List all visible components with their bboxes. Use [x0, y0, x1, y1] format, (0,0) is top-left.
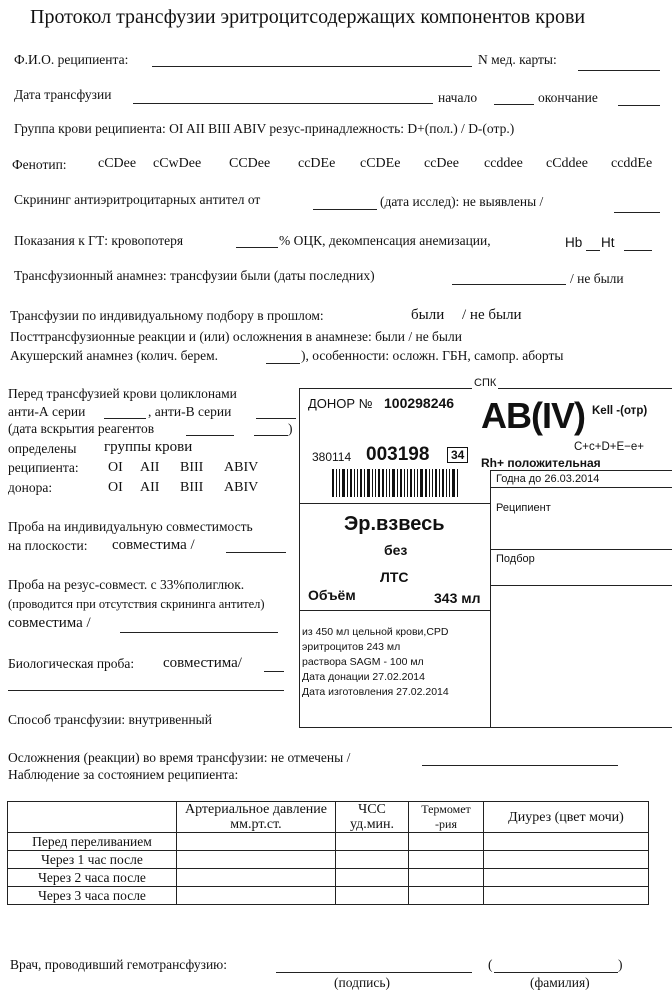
table-cell[interactable] — [484, 887, 649, 905]
obstetric-text: ), особенности: осложн. ГБН, самопр. аборты — [301, 348, 564, 363]
screening-label: Скрининг антиэритроцитарных антител от — [14, 192, 261, 207]
barcode-bar — [360, 469, 362, 497]
blood-group-big: AB(IV) — [481, 395, 585, 436]
before-line1: Перед трансфузией крови цоликлонами — [8, 386, 237, 401]
product-name: Эр.взвесь — [344, 513, 445, 535]
table-cell[interactable] — [409, 869, 484, 887]
phenotype-option[interactable]: cCwDee — [153, 156, 202, 171]
barcode-bar — [332, 469, 334, 497]
ht-field[interactable] — [624, 250, 652, 251]
barcode-bar — [350, 469, 352, 497]
label-info-line: раствора SAGM - 100 мл — [302, 656, 424, 668]
barcode-bar — [372, 469, 373, 497]
doctor-label: Врач, проводивший гемотрансфузию: — [10, 957, 228, 972]
table-cell[interactable] — [336, 833, 409, 851]
compat-plane-value: совместима / — [112, 537, 195, 553]
observation-table — [7, 801, 649, 905]
anti-a-label: анти-А серии — [8, 404, 86, 419]
donor-no-label: ДОНОР № — [308, 396, 373, 411]
barcode-bar — [449, 469, 450, 497]
table-header-temp: Термомет -рия — [409, 802, 484, 833]
blood-group-option[interactable]: ABIV — [224, 460, 259, 475]
obstetric-field[interactable] — [266, 363, 300, 364]
reagent-date-label: (дата вскрытия реагентов — [8, 421, 155, 436]
donor-label: донора: — [8, 480, 53, 495]
table-header-hr: ЧСС уд.мин. — [336, 802, 409, 833]
barcode-bar — [429, 469, 430, 497]
table-cell[interactable] — [177, 833, 336, 851]
start-label: начало — [438, 90, 478, 105]
barcode-bar — [378, 469, 380, 497]
label-divider-1 — [490, 470, 672, 471]
barcode-bar — [407, 469, 408, 497]
surname-field[interactable] — [494, 972, 618, 973]
phenotype-option[interactable]: ccddEe — [611, 156, 653, 171]
barcode-bar — [432, 469, 433, 497]
phenotype-option[interactable]: ccDEe — [298, 156, 336, 171]
table-header-diuresis: Диурез (цвет мочи) — [484, 802, 649, 833]
anti-b-field[interactable] — [256, 418, 296, 419]
table-cell[interactable] — [484, 833, 649, 851]
card-label: N мед. карты: — [478, 52, 557, 67]
product-without: без — [384, 542, 408, 558]
surname-close: ) — [618, 957, 623, 972]
blood-group-option[interactable]: ABIV — [224, 480, 259, 495]
signature-caption: (подпись) — [334, 975, 391, 990]
barcode-bar — [446, 469, 447, 497]
surname-caption: (фамилия) — [530, 975, 590, 990]
barcode-bar — [410, 469, 412, 497]
barcode-bar — [425, 469, 427, 497]
barcode-bar — [375, 469, 376, 497]
blood-loss-field[interactable] — [236, 247, 278, 248]
bio-field-1[interactable] — [264, 671, 284, 672]
barcode-bar — [354, 469, 355, 497]
barcode-bar — [397, 469, 398, 497]
blood-group-option[interactable]: OI — [108, 480, 123, 495]
bio-label: Биологическая проба: — [8, 656, 135, 671]
barcode-bar — [382, 469, 384, 497]
table-row-label: Через 1 час после — [8, 851, 177, 869]
obstetric-label: Акушерский анамнез (колич. берем. — [10, 348, 219, 363]
date-field[interactable] — [133, 103, 433, 104]
table-cell[interactable] — [177, 851, 336, 869]
ht-label: Ht — [601, 235, 615, 250]
table-row-label: Через 3 часа после — [8, 887, 177, 905]
table-row — [8, 833, 649, 851]
label-divider-v — [490, 470, 491, 727]
hb-label: Hb — [565, 235, 583, 250]
reactions-line: Посттрансфузионные реакции и (или) осложнения в анамнезе: были / не были — [10, 329, 462, 344]
reagent-date-field-1[interactable] — [186, 435, 234, 436]
phenotype-option[interactable]: cCDee — [98, 156, 137, 171]
compat-plane-field[interactable] — [226, 552, 286, 553]
groups-word: группы крови — [104, 439, 193, 455]
code-box: 34 — [447, 447, 468, 463]
compat-plane-label: на плоскости: — [8, 538, 88, 553]
date-label: Дата трансфузии — [14, 87, 112, 102]
blood-bag-label — [299, 377, 672, 728]
blood-group-option[interactable]: AII — [140, 480, 160, 495]
barcode — [332, 469, 460, 497]
blood-group-line: Группа крови реципиента: OI AII BIII ABIV резус-принадлежность: D+(пол.) / D-(отр.) — [14, 121, 515, 136]
phenotype-option[interactable]: cCDEe — [360, 156, 401, 171]
label-info-line: Дата изготовления 27.02.2014 — [302, 686, 449, 698]
anti-a-field[interactable] — [104, 418, 146, 419]
barcode-bar — [439, 469, 440, 497]
bio-field-2[interactable] — [8, 690, 284, 691]
signature-field[interactable] — [276, 972, 472, 973]
phenotype-option[interactable]: CCDee — [229, 156, 271, 171]
method-line: Способ трансфузии: внутривенный — [8, 712, 212, 727]
end-label: окончание — [538, 90, 598, 105]
donor-no: 100298246 — [384, 395, 455, 411]
table-header-blank — [8, 802, 177, 833]
table-cell[interactable] — [409, 833, 484, 851]
phenotype-option[interactable]: ccddee — [484, 156, 523, 171]
individual-label: Трансфузии по индивидуальному подбору в прошлом: — [10, 308, 324, 323]
indications-label: Показания к ГТ: кровопотеря — [14, 233, 184, 248]
selection-slot: Подбор — [496, 553, 535, 565]
label-divider-5 — [490, 585, 672, 586]
complications-field[interactable] — [422, 765, 618, 766]
kell: Kell -(отр) — [592, 405, 648, 417]
barcode-bar — [435, 469, 437, 497]
indications-text: % ОЦК, декомпенсация анемизации, — [279, 233, 491, 248]
spk-text: СПК — [474, 377, 497, 389]
screening-result: (дата исслед): не выявлены / — [380, 194, 544, 209]
barcode-bar — [386, 469, 387, 497]
reagent-date-field-2[interactable] — [254, 435, 288, 436]
anamnesis-label: Трансфузионный анамнез: трансфузии были (даты последних) — [14, 268, 375, 283]
barcode-bar — [367, 469, 370, 497]
phenotype-option[interactable]: cCddee — [546, 156, 588, 171]
table-cell[interactable] — [484, 869, 649, 887]
valid-until: Годна до 26.03.2014 — [496, 473, 600, 485]
blood-group-option[interactable]: BIII — [180, 460, 204, 475]
table-row — [8, 851, 649, 869]
blood-group-option[interactable]: BIII — [180, 480, 204, 495]
fio-field[interactable] — [152, 66, 472, 67]
phenotype-label: Фенотип: — [12, 157, 67, 172]
hb-field[interactable] — [586, 250, 600, 251]
table-row-label: Перед переливанием — [8, 833, 177, 851]
label-info-line: из 450 мл цельной крови,CPD — [302, 626, 449, 638]
rh-value: совместима / — [8, 615, 91, 631]
barcode-bar — [389, 469, 390, 497]
table-cell[interactable] — [409, 887, 484, 905]
rh-factor: Rh+ положительная — [481, 456, 601, 470]
volume-label: Объём — [308, 587, 356, 603]
code-main: 003198 — [366, 444, 430, 465]
barcode-bar — [357, 469, 358, 497]
barcode-bar — [452, 469, 455, 497]
recipient-slot: Реципиент — [496, 502, 551, 514]
barcode-bar — [414, 469, 415, 497]
rh-line2: (проводится при отсутствия скрининга антител) — [8, 597, 265, 611]
compat-line1: Проба на индивидуальную совместимость — [8, 519, 253, 534]
page-title: Протокол трансфузии эритроцитсодержащих компонентов крови — [30, 6, 586, 28]
table-header-row — [8, 802, 649, 833]
surname-open: ( — [488, 957, 493, 972]
barcode-bar — [339, 469, 340, 497]
table-row — [8, 869, 649, 887]
rh-field[interactable] — [120, 632, 278, 633]
label-divider-6 — [300, 610, 490, 611]
card-field[interactable] — [578, 70, 660, 71]
table-cell[interactable] — [177, 869, 336, 887]
barcode-bar — [364, 469, 365, 497]
table-header-bp: Артериальное давление мм.рт.ст. — [177, 802, 336, 833]
barcode-bar — [442, 469, 444, 497]
screening-result-field[interactable] — [614, 212, 660, 213]
end-field[interactable] — [618, 105, 660, 106]
barcode-bar — [420, 469, 423, 497]
barcode-bar — [404, 469, 405, 497]
anamnesis-field[interactable] — [452, 284, 566, 285]
reagent-close: ) — [288, 421, 293, 436]
screening-date-field[interactable] — [313, 209, 377, 210]
table-cell[interactable] — [177, 887, 336, 905]
barcode-bar — [400, 469, 402, 497]
antigen-phenotype: C+c+D+E−e+ — [574, 441, 645, 453]
fio-label: Ф.И.О. реципиента: — [14, 52, 129, 67]
anamnesis-no: / не были — [570, 271, 624, 286]
table-row — [8, 887, 649, 905]
label-info-line: Дата донации 27.02.2014 — [302, 671, 425, 683]
observation-label: Наблюдение за состоянием реципиента: — [8, 767, 239, 782]
individual-yes: были — [411, 307, 445, 323]
code-prefix: 380114 — [312, 450, 352, 464]
label-info — [302, 625, 449, 700]
anti-b-label: , анти-В серии — [148, 404, 232, 419]
barcode-bar — [457, 469, 458, 497]
table-cell[interactable] — [336, 869, 409, 887]
table-cell[interactable] — [336, 887, 409, 905]
blood-group-option[interactable]: OI — [108, 460, 123, 475]
table-cell[interactable] — [409, 851, 484, 869]
table-cell[interactable] — [484, 851, 649, 869]
barcode-bar — [342, 469, 345, 497]
table-cell[interactable] — [336, 851, 409, 869]
product-lts: ЛТС — [380, 569, 409, 585]
barcode-bar — [392, 469, 395, 497]
table-row-label: Через 2 часа после — [8, 869, 177, 887]
volume-value: 343 мл — [434, 590, 481, 606]
barcode-bar — [417, 469, 418, 497]
label-divider-3 — [300, 503, 490, 504]
barcode-bar — [347, 469, 348, 497]
recipient-label: реципиента: — [8, 460, 79, 475]
start-field[interactable] — [494, 104, 534, 105]
label-divider-2 — [490, 487, 672, 488]
bio-value: совместима/ — [163, 655, 242, 671]
individual-no: / не были — [462, 307, 522, 323]
phenotype-option[interactable]: ccDee — [424, 156, 459, 171]
label-info-line: эритроцитов 243 мл — [302, 641, 401, 653]
determined-label: определены — [8, 441, 77, 456]
rh-line1: Проба на резус-совмест. с 33%полиглюк. — [8, 577, 245, 592]
barcode-bar — [336, 469, 337, 497]
blood-group-option[interactable]: AII — [140, 460, 160, 475]
complications-line: Осложнения (реакции) во время трансфузии: не отмечены / — [8, 750, 351, 765]
label-divider-4 — [490, 549, 672, 550]
